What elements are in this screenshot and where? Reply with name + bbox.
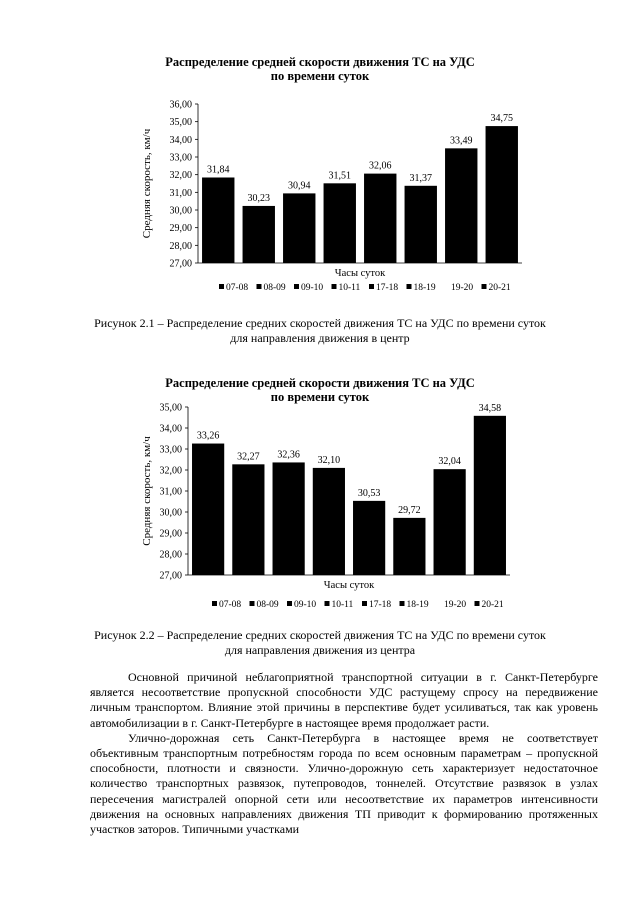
y-axis-label: Средняя скорость, км/ч	[141, 128, 153, 239]
chart-1-title	[0, 55, 640, 83]
legend-swatch-17-18	[362, 601, 367, 606]
legend-label-19-20: 19-20	[451, 283, 474, 293]
bar-18-19	[393, 518, 425, 575]
legend-swatch-17-18	[369, 284, 374, 289]
y-tick-label: 31,00	[169, 187, 192, 199]
legend-label-20-21: 20-21	[481, 600, 504, 610]
bar-20-21	[474, 416, 506, 575]
y-axis-label: Средняя скорость, км/ч	[141, 436, 153, 546]
y-tick-label: 33,00	[169, 152, 192, 164]
figure-caption-1	[40, 316, 600, 346]
bar-09-10	[273, 462, 305, 575]
legend-label-20-21: 20-21	[488, 283, 511, 293]
bar-08-09	[232, 464, 264, 575]
y-tick-label: 28,00	[169, 240, 192, 252]
legend-swatch-07-08	[219, 284, 224, 289]
y-tick-label: 34,00	[169, 134, 192, 146]
x-axis-label: Часы суток	[334, 268, 386, 279]
y-tick-label: 36,00	[169, 99, 192, 111]
y-tick-label: 34,00	[159, 423, 182, 435]
legend-label-10-11: 10-11	[338, 283, 361, 293]
caption-1-line-1: Рисунок 2.1 – Распределение средних скоростей движения ТС на УДС по времени суток	[94, 316, 546, 330]
y-tick-label: 29,00	[159, 528, 182, 540]
data-label: 34,75	[490, 113, 513, 125]
legend-swatch-09-10	[294, 284, 299, 289]
legend-label-09-10: 09-10	[301, 283, 324, 293]
legend-label-17-18: 17-18	[376, 283, 399, 293]
data-label: 33,49	[450, 135, 473, 147]
y-tick-label: 32,00	[159, 465, 182, 477]
paragraph-2: Улично-дорожная сеть Санкт-Петербурга в настоящее время не соответствует объективным транспортным потребностям города по всем основным параметрам – пропускной способности, плотности и связности. Улично-дорожную сеть характеризует недостаточное количество транспортных развязок, путепроводов, тоннелей. Отсутствие развязок в узлах пересечения магистралей опорной сети или несоответствие их параметров интенсивности движения на основных направлениях движения ТП приводит к формированию протяженных участков заторов. Типичными участками	[90, 730, 598, 837]
y-tick-label: 28,00	[159, 549, 182, 561]
x-axis-label: Часы суток	[323, 580, 375, 591]
chart-2-title-line-2: по времени суток	[270, 390, 370, 404]
chart-1-title-line-2: по времени суток	[270, 69, 370, 83]
legend-swatch-09-10	[287, 601, 292, 606]
chart-2	[0, 395, 640, 620]
legend-swatch-10-11	[325, 601, 330, 606]
bar-09-10	[283, 193, 315, 263]
legend-label-18-19: 18-19	[406, 600, 429, 610]
legend-label-08-09: 08-09	[263, 283, 286, 293]
legend-label-07-08: 07-08	[226, 283, 249, 293]
bar-18-19	[405, 186, 437, 263]
y-tick-label: 30,00	[169, 205, 192, 217]
bar-17-18	[364, 174, 396, 263]
y-tick-label: 35,00	[159, 402, 182, 414]
y-tick-label: 33,00	[159, 444, 182, 456]
caption-2-line-2: для направления движения из центра	[224, 643, 416, 657]
data-label: 34,58	[478, 402, 502, 414]
y-tick-label: 27,00	[159, 570, 182, 582]
caption-1-line-2: для направления движения в центр	[230, 331, 410, 345]
legend-label-10-11: 10-11	[331, 600, 354, 610]
bar-20-21	[486, 126, 518, 263]
legend-label-07-08: 07-08	[219, 600, 242, 610]
data-label: 32,04	[438, 456, 461, 468]
data-label: 32,36	[277, 449, 300, 461]
y-tick-label: 29,00	[169, 223, 192, 235]
data-label: 31,84	[207, 164, 230, 176]
data-label: 31,51	[328, 170, 351, 182]
y-tick-label: 32,00	[169, 170, 192, 182]
data-label: 29,72	[398, 504, 421, 516]
chart-1-title-line-1: Распределение средней скорости движения ТС на УДС	[165, 55, 475, 69]
caption-2-line-1: Рисунок 2.2 – Распределение средних скоростей движения ТС на УДС по времени суток	[94, 628, 546, 642]
data-label: 30,53	[357, 487, 381, 499]
y-tick-label: 27,00	[169, 258, 192, 270]
bar-10-11	[313, 468, 345, 575]
bar-17-18	[353, 501, 385, 575]
chart-2-title-line-1: Распределение средней скорости движения ТС на УДС	[165, 376, 475, 390]
data-label: 30,94	[288, 180, 311, 192]
data-label: 32,27	[237, 451, 260, 463]
bar-19-20	[445, 148, 477, 263]
legend-label-18-19: 18-19	[413, 283, 436, 293]
y-tick-label: 30,00	[159, 507, 182, 519]
body-text	[90, 670, 598, 837]
chart-1	[0, 88, 640, 303]
legend-swatch-18-19	[400, 601, 405, 606]
legend-swatch-08-09	[257, 284, 262, 289]
legend-label-09-10: 09-10	[294, 600, 317, 610]
data-label: 33,26	[196, 430, 220, 442]
bar-08-09	[243, 206, 275, 263]
bar-07-08	[202, 177, 234, 263]
bar-07-08	[192, 444, 224, 575]
legend-swatch-20-21	[475, 601, 480, 606]
legend-swatch-20-21	[482, 284, 487, 289]
data-label: 31,37	[409, 172, 432, 184]
y-tick-label: 31,00	[159, 486, 182, 498]
data-label: 32,06	[369, 160, 392, 172]
legend-label-08-09: 08-09	[256, 600, 279, 610]
legend-swatch-07-08	[212, 601, 217, 606]
data-label: 32,10	[317, 454, 341, 466]
data-label: 30,23	[247, 192, 270, 204]
legend-swatch-08-09	[250, 601, 255, 606]
legend-label-17-18: 17-18	[369, 600, 392, 610]
y-tick-label: 35,00	[169, 117, 192, 129]
legend-swatch-18-19	[407, 284, 412, 289]
legend-label-19-20: 19-20	[444, 600, 467, 610]
legend-swatch-10-11	[332, 284, 337, 289]
bar-19-20	[434, 469, 466, 575]
paragraph-1: Основной причиной неблагоприятной транспортной ситуации в г. Санкт-Петербурге является несоответствие пропускной способности УДС растущему спросу на передвижение личным транспортом. Влияние этой причины в перспективе будет усиливаться, так как уровень автомобилизации в г. Санкт-Петербурге в настоящее время продолжает расти.	[90, 670, 598, 730]
bar-10-11	[324, 183, 356, 263]
figure-caption-2	[40, 628, 600, 658]
